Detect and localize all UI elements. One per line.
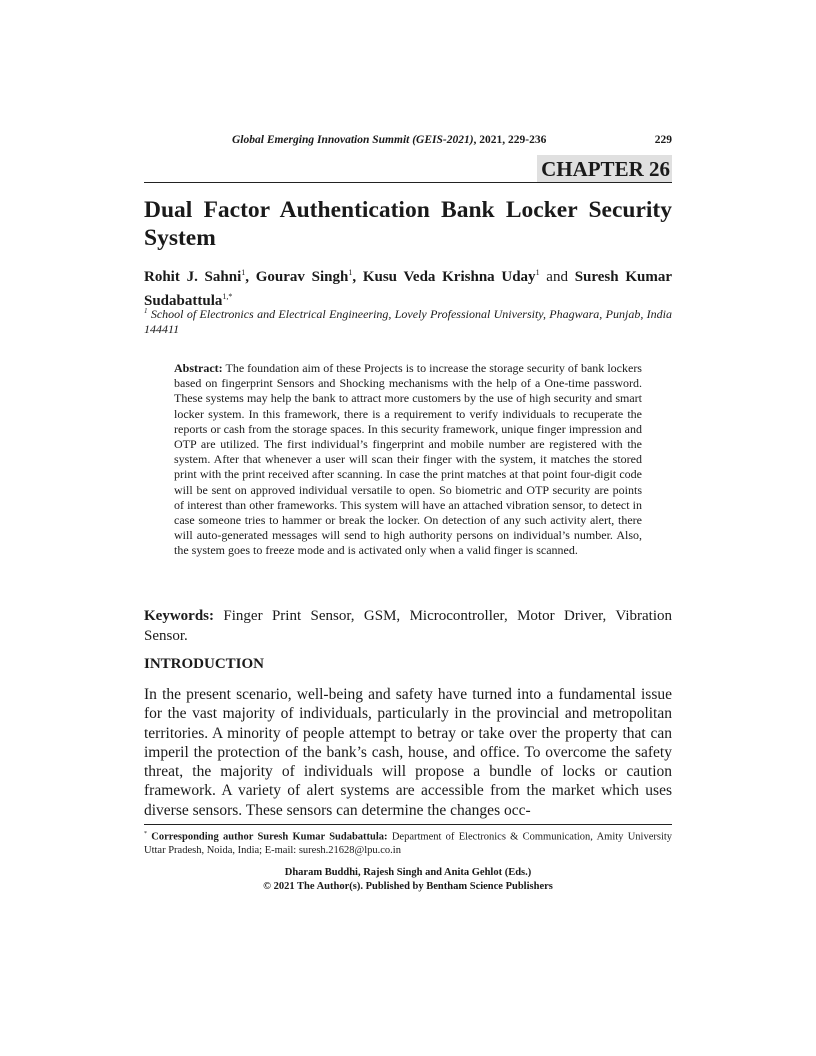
keywords-label: Keywords: — [144, 608, 214, 624]
header-rule — [144, 182, 672, 183]
footnote-label: Corresponding author Suresh Kumar Sudabattula: — [151, 831, 388, 843]
footnote-mark: * — [144, 831, 147, 837]
abstract-text: The foundation aim of these Projects is to increase the storage security of bank lockers based on fingerprint Sensors and Shocking mechanisms with the help of a One-time password. These systems may help the bank to attract more customers by the use of high security and smart locker system. In this framework, there is a requirement to verify individuals to recuperate the reports or cash from the storage spaces. In this security framework, unique finger impression and OTP are utilized. The first individual’s fingerprint and mobile number are registered with the system. After that whenever a user will scan their finger with the system, it matches the stored print with the print received after scanning. In case the print matches at that point four-digit code will be sent on approved individual versatile to open. So biometric and OTP security are points of interest than other frameworks. This system will have an attached vibration sensor, to detect in case someone tries to hammer or break the locker. On detection of any such activity alert, there will auto-generated messages will send to high authority persons on individual’s number. Also, the system goes to freeze mode and is activated only when a valid finger is scanned. — [174, 361, 642, 558]
running-head — [232, 134, 672, 146]
author-name: Gourav Singh — [255, 269, 349, 285]
affiliation-mark: 1 — [144, 307, 148, 315]
keywords-text: Finger Print Sensor, GSM, Microcontroller, Motor Driver, Vibration Sensor. — [144, 608, 673, 644]
author-conjunction: and — [546, 269, 568, 285]
author-name: Suresh Kumar Sudabattula — [144, 269, 673, 309]
editors-block — [144, 866, 672, 894]
author-name: Rohit J. Sahni — [144, 269, 242, 285]
footnote-rule — [144, 824, 672, 825]
author-name: Kusu Veda Krishna Uday — [362, 269, 536, 285]
journal-details: , 2021, 229-236 — [473, 134, 547, 146]
author-affiliation-mark: 1 — [535, 268, 540, 277]
keywords — [144, 607, 672, 646]
abstract — [174, 361, 642, 559]
affiliation — [144, 304, 672, 337]
footnote — [144, 828, 672, 857]
author-list: Rohit J. Sahni$^1$, Gourav Singh$^1$, Kusu Veda Krishna Uday$^1$ and Suresh Kumar Sudabattula$^{1,*}$ — [144, 268, 673, 309]
chapter-label: CHAPTER 26 — [537, 155, 672, 182]
journal-title: Global Emerging Innovation Summit (GEIS-2021) — [232, 134, 474, 146]
introduction-paragraph: In the present scenario, well-being and safety have turned into a fundamental issue for the vast majority of individuals, particularly in the provincial and metropolitan territories. A minority of people attempt to betray or take over the property that can imperil the protection of the bank’s cash, house, and office. To overcome the safety threat, the majority of individuals will propose a bundle of locks or caution framework. A variety of alert systems are accessible from the market which uses diverse sensors. These sensors can determine the changes occ- — [144, 686, 672, 819]
editors-line: Dharam Buddhi, Rajesh Singh and Anita Gehlot (Eds.) — [284, 867, 532, 878]
affiliation-text: School of Electronics and Electrical Engineering, Lovely Professional University, Phagwara, Punjab, India 144411 — [144, 307, 672, 336]
copyright-line: © 2021 The Author(s). Published by Bentham Science Publishers — [263, 881, 553, 892]
author-affiliation-mark: 1 — [241, 268, 246, 277]
footnote-text: Department of Electronics & Communication, Amity University Uttar Pradesh, Noida, India; E-mail: suresh.21628@lpu.co.in — [144, 831, 673, 856]
paper-title: Dual Factor Authentication Bank Locker Security System — [144, 197, 672, 251]
section-heading-introduction: INTRODUCTION — [144, 656, 265, 672]
author-affiliation-mark: 1,* — [222, 292, 233, 301]
author-affiliation-mark: 1 — [348, 268, 353, 277]
page-number: 229 — [654, 134, 672, 146]
abstract-label: Abstract: — [174, 361, 223, 375]
